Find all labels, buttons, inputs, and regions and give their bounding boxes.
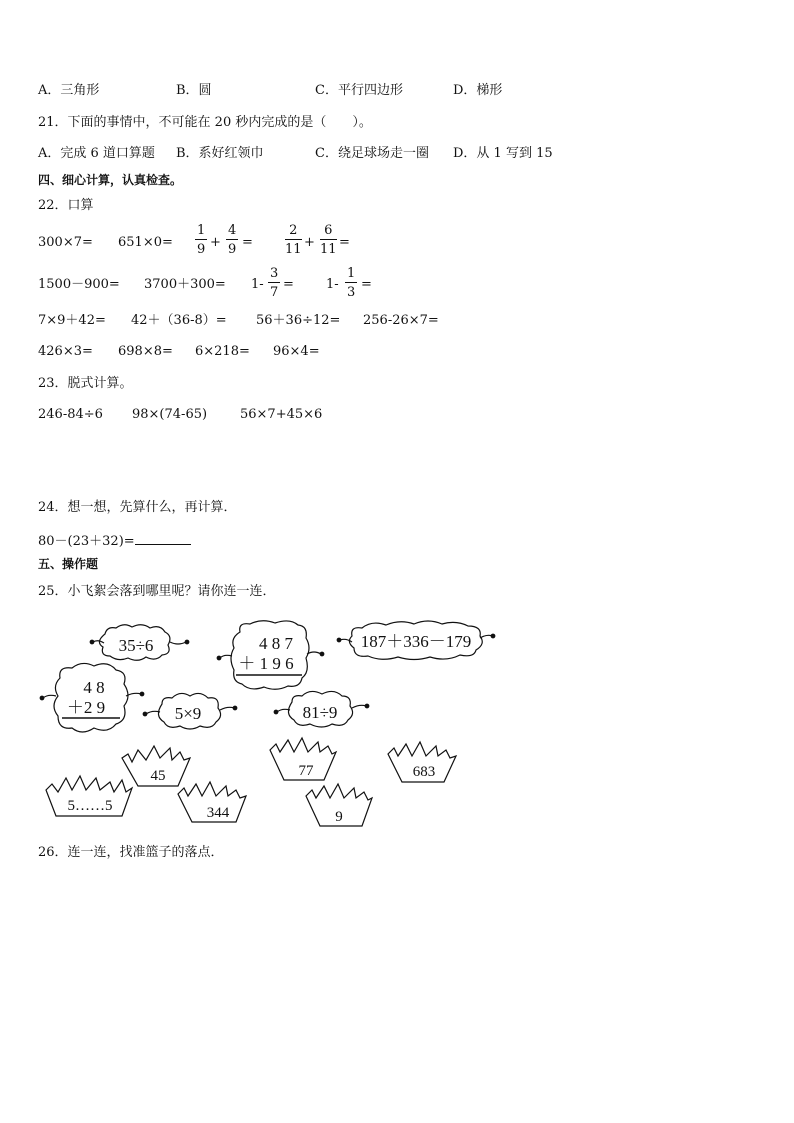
q23-title: 23．脱式计算。 (38, 376, 133, 391)
grass-label: 344 (206, 805, 230, 821)
q22-row4-item-4: 96×4= (273, 344, 320, 359)
q20-option-a: A．三角形 (38, 83, 100, 98)
seed-addend-top: 4 8 (83, 678, 105, 697)
plus-sign: + (304, 235, 315, 250)
seed-label: 5×9 (174, 704, 202, 723)
q21-option-b: B．系好红领巾 (176, 146, 264, 161)
section5-title: 五、操作题 (38, 557, 99, 571)
grass-683[interactable] (388, 742, 456, 782)
equals-sign: = (339, 235, 350, 250)
denominator: 3 (347, 285, 356, 300)
grass-5-remainder-5[interactable] (46, 776, 132, 816)
q23-item-2: 98×(74-65) (132, 407, 208, 422)
denominator: 11 (285, 242, 302, 257)
q21-option-c: C．绕足球场走一圈 (315, 146, 429, 161)
numerator: 3 (270, 266, 279, 281)
q26-title: 26．连一连，找准篮子的落点． (38, 845, 224, 860)
q20-option-c: C．平行四边形 (315, 83, 403, 98)
grass-77[interactable] (270, 738, 336, 780)
grass-45[interactable] (122, 746, 190, 786)
q22-row4-item-1: 426×3= (38, 344, 93, 359)
numerator: 4 (228, 223, 237, 238)
q21-option-d: D．从 1 写到 15 (453, 146, 553, 161)
q22-row3-item-1: 7×9＋42= (38, 313, 106, 328)
numerator: 1 (347, 266, 356, 281)
numerator: 2 (285, 224, 302, 240)
q22-row3-item-3: 56＋36÷12= (256, 313, 341, 328)
q22-row4-item-3: 6×218= (195, 344, 250, 359)
seed-81-div-9[interactable] (274, 691, 369, 727)
denominator: 11 (320, 242, 337, 257)
grass-9[interactable] (306, 784, 372, 826)
q21-option-a: A．完成 6 道口算题 (38, 146, 155, 161)
section4-title: 四、细心计算，认真检查。 (38, 173, 183, 187)
minuend: 1- (251, 277, 264, 292)
plus-sign: + (210, 235, 221, 250)
seed-487-plus-196[interactable] (217, 621, 324, 690)
numerator: 1 (197, 223, 206, 238)
q23-item-3: 56×7+45×6 (240, 407, 323, 422)
denominator: 9 (228, 242, 237, 257)
seed-label: 81÷9 (302, 703, 338, 722)
grass-344[interactable] (178, 782, 246, 822)
numerator: 6 (320, 224, 337, 240)
q23-item-1: 246-84÷6 (38, 407, 103, 422)
q22-row2-b: 3700＋300= (144, 277, 226, 292)
q22-row1-b: 651×0= (118, 235, 173, 250)
seed-addend-top: 4 8 7 (259, 634, 293, 653)
q20-option-b: B．圆 (176, 83, 212, 98)
q24-expr-text: 80－(23＋32)= (38, 534, 135, 549)
grass-label: 683 (412, 764, 436, 780)
q22-row3-item-2: 42＋（36-8）= (131, 313, 227, 328)
seed-48-plus-29[interactable] (40, 663, 144, 732)
seed-5-times-9[interactable] (143, 693, 237, 729)
grass-label: 77 (298, 763, 314, 779)
minuend: 1- (326, 277, 339, 292)
q22-row3-item-4: 256-26×7= (363, 313, 439, 328)
seed-35-div-6[interactable] (90, 625, 189, 661)
seed-label: 187＋336－179 (360, 632, 472, 651)
seed-187-plus-336-minus-179[interactable] (337, 621, 495, 660)
q21-question: 21．下面的事情中，不可能在 20 秒内完成的是（ ）。 (38, 115, 372, 130)
grass-label: 45 (150, 768, 166, 784)
denominator: 9 (197, 242, 206, 257)
q25-title: 25．小飞絮会落到哪里呢？请你连一连． (38, 584, 276, 599)
grass-label: 9 (335, 809, 343, 825)
q22-row2-a: 1500－900= (38, 277, 120, 292)
q22-title: 22．口算 (38, 198, 94, 213)
equals-sign: = (242, 235, 253, 250)
q24-expression (38, 533, 191, 548)
q24-title: 24．想一想，先算什么，再计算． (38, 500, 237, 515)
answer-blank[interactable] (135, 533, 191, 545)
grass-label: 5……5 (67, 798, 113, 814)
seed-addend-bottom: ＋ 1 9 6 (238, 654, 294, 673)
q22-row1-a: 300×7= (38, 235, 93, 250)
q22-row4-item-2: 698×8= (118, 344, 173, 359)
q20-option-d: D．梯形 (453, 83, 503, 98)
seed-label: 35÷6 (118, 636, 154, 655)
q25-matching-figure (0, 612, 794, 852)
seed-addend-bottom: ＋2 9 (66, 698, 106, 717)
denominator: 7 (270, 285, 279, 300)
equals-sign: = (361, 277, 372, 292)
equals-sign: = (283, 277, 294, 292)
